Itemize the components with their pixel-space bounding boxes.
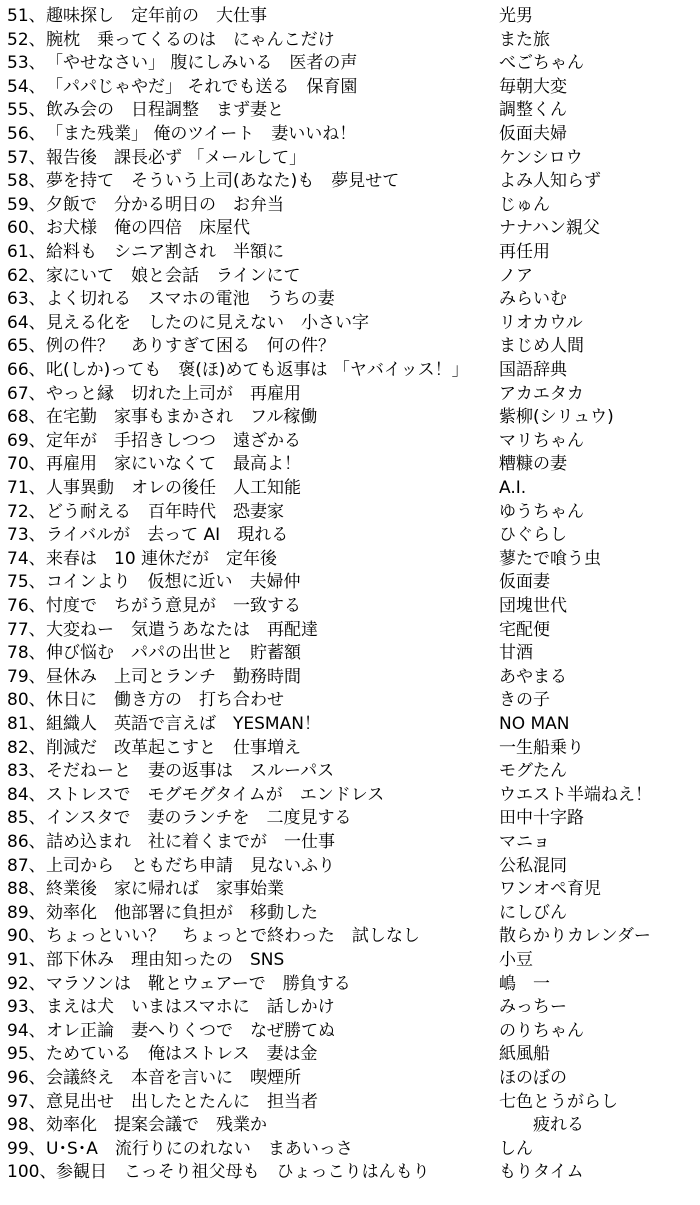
entry-poem: 上司から ともだち申請 見ないふり xyxy=(46,855,335,876)
entry-author: まじめ人間 xyxy=(499,336,584,357)
senryu-entry xyxy=(0,548,700,572)
entry-author: リオカウル xyxy=(499,312,583,333)
entry-poem: 「パパじゃやだ」 それでも送る 保育園 xyxy=(46,76,358,97)
senryu-entry xyxy=(0,642,700,666)
senryu-entry xyxy=(0,1138,700,1162)
entry-poem: 効率化 提案会議で 残業か xyxy=(46,1115,267,1136)
entry-poem: 大変ねー 気遣うあなたは 再配達 xyxy=(46,619,318,640)
senryu-entry xyxy=(0,925,700,949)
senryu-entry xyxy=(0,524,700,548)
entry-number: 83、 xyxy=(7,761,46,782)
senryu-entry xyxy=(0,1020,700,1044)
entry-number: 91、 xyxy=(7,950,46,970)
entry-number: 75、 xyxy=(7,572,46,593)
entry-author: 蓼たで喰う虫 xyxy=(499,548,601,569)
entry-author: 毎朝大変 xyxy=(499,76,567,97)
entry-poem: ライバルが 去って AI 現れる xyxy=(46,525,289,546)
entry-author: 紙風船 xyxy=(499,1044,550,1065)
entry-poem: U･S･A 流行りにのれない まあいっさ xyxy=(46,1138,353,1159)
entry-poem: 効率化 他部署に負担が 移動した xyxy=(46,902,318,923)
senryu-entry xyxy=(0,241,700,265)
senryu-entry xyxy=(0,29,700,53)
entry-author: 田中十字路 xyxy=(499,808,584,829)
entry-author: べごちゃん xyxy=(499,53,584,74)
entry-author: しん xyxy=(499,1138,533,1159)
senryu-entry xyxy=(0,1161,700,1185)
entry-poem: 「また残業」 俺のツイート 妻いいね！ xyxy=(46,124,357,144)
entry-number: 79、 xyxy=(7,666,46,687)
entry-number: 59、 xyxy=(7,194,46,215)
senryu-entry xyxy=(0,760,700,784)
senryu-entry xyxy=(0,996,700,1020)
entry-author: 光男 xyxy=(499,6,533,26)
entry-number: 86、 xyxy=(7,832,46,852)
senryu-entry xyxy=(0,406,700,430)
entry-poem: 組織人 英語で言えば YESMAN！ xyxy=(46,714,321,734)
entry-number: 89、 xyxy=(7,902,46,923)
senryu-entry xyxy=(0,123,700,147)
entry-number: 78、 xyxy=(7,643,46,664)
entry-number: 81、 xyxy=(7,714,46,734)
entry-author: きの子 xyxy=(499,690,550,711)
entry-number: 98、 xyxy=(7,1115,46,1136)
senryu-entry xyxy=(0,194,700,218)
entry-author: のりちゃん xyxy=(499,1020,584,1041)
senryu-entry xyxy=(0,689,700,713)
entry-poem: どう耐える 百年時代 恐妻家 xyxy=(46,501,284,522)
entry-poem: インスタで 妻のランチを 二度見する xyxy=(46,808,352,829)
entry-number: 82、 xyxy=(7,737,46,758)
entry-author: 疲れる xyxy=(499,1115,584,1136)
entry-number: 61、 xyxy=(7,242,46,262)
senryu-entry xyxy=(0,501,700,525)
entry-poem: 休日に 働き方の 打ち合わせ xyxy=(46,690,284,711)
entry-number: 92、 xyxy=(7,973,46,994)
senryu-entry xyxy=(0,973,700,997)
senryu-entry xyxy=(0,902,700,926)
entry-number: 64、 xyxy=(7,312,46,333)
entry-poem: 趣味探し 定年前の 大仕事 xyxy=(46,6,267,26)
senryu-entry xyxy=(0,595,700,619)
entry-author: A.I. xyxy=(499,478,527,498)
entry-poem: まえは犬 いまはスマホに 話しかけ xyxy=(46,997,335,1018)
entry-number: 63、 xyxy=(7,289,46,310)
entry-author: モグたん xyxy=(499,761,567,782)
entry-author: 嶋 一 xyxy=(499,973,550,994)
entry-poem: やっと縁 切れた上司が 再雇用 xyxy=(46,383,301,404)
entry-poem: お犬様 俺の四倍 床屋代 xyxy=(46,218,250,239)
entry-author: 宅配便 xyxy=(499,619,550,640)
entry-poem: 再雇用 家にいなくて 最高よ！ xyxy=(46,454,301,475)
entry-poem: よく切れる スマホの電池 うちの妻 xyxy=(46,289,335,310)
entry-author: マリちゃん xyxy=(499,430,584,451)
entry-number: 88、 xyxy=(7,879,46,900)
senryu-entry xyxy=(0,335,700,359)
senryu-entry xyxy=(0,666,700,690)
senryu-entry xyxy=(0,99,700,123)
entry-poem: 会議終え 本音を言いに 喫煙所 xyxy=(46,1068,301,1088)
entry-number: 66、 xyxy=(7,360,46,380)
entry-poem: ストレスで モグモグタイムが エンドレス xyxy=(46,784,385,805)
senryu-entry xyxy=(0,713,700,737)
senryu-entry xyxy=(0,383,700,407)
entry-author: NO MAN xyxy=(499,714,570,734)
entry-author: もりタイム xyxy=(499,1162,584,1183)
entry-poem: 定年が 手招きしつつ 遠ざかる xyxy=(46,430,301,451)
entry-number: 62、 xyxy=(7,265,46,286)
entry-author: ワンオペ育児 xyxy=(499,879,601,900)
entry-poem: 在宅勤 家事もまかされ フル稼働 xyxy=(46,407,318,428)
entry-author: 国語辞典 xyxy=(499,360,567,380)
entry-poem: そだねーと 妻の返事は スルーパス xyxy=(46,761,335,782)
entry-poem: 例の件？ ありすぎて困る 何の件？ xyxy=(46,336,335,357)
entry-poem: 家にいて 娘と会話 ラインにて xyxy=(46,265,301,286)
entry-number: 77、 xyxy=(7,619,46,640)
entry-poem: 夢を持て そういう上司(あなた)も 夢見せて xyxy=(46,171,400,192)
entry-poem: ためている 俺はストレス 妻は金 xyxy=(46,1044,318,1065)
entry-number: 87、 xyxy=(7,855,46,876)
entry-author: ケンシロウ xyxy=(499,147,583,168)
entry-number: 99、 xyxy=(7,1138,46,1159)
entry-author: ゆうちゃん xyxy=(499,501,584,522)
entry-number: 70、 xyxy=(7,454,46,475)
entry-number: 80、 xyxy=(7,690,46,711)
entry-number: 93、 xyxy=(7,997,46,1018)
entry-number: 52、 xyxy=(7,29,46,50)
entry-poem: 昼休み 上司とランチ 勤務時間 xyxy=(46,666,301,687)
entry-poem: 忖度で ちがう意見が 一致する xyxy=(46,596,301,616)
entry-author: みらいむ xyxy=(499,289,567,310)
entry-number: 71、 xyxy=(7,478,46,498)
entry-number: 54、 xyxy=(7,76,46,97)
entry-poem: 伸び悩む パパの出世と 貯蓄額 xyxy=(46,643,301,664)
entry-number: 51、 xyxy=(7,6,46,26)
entry-number: 95、 xyxy=(7,1044,46,1065)
senryu-entry xyxy=(0,288,700,312)
entry-number: 100、 xyxy=(7,1162,57,1183)
entry-author: アカエタカ xyxy=(499,383,584,404)
entry-author: ほのぼの xyxy=(499,1068,567,1088)
senryu-entry xyxy=(0,1114,700,1138)
senryu-entry xyxy=(0,737,700,761)
entry-author: 再任用 xyxy=(499,242,550,262)
entry-poem: 見える化を したのに見えない 小さい字 xyxy=(46,312,369,333)
entry-author: ウエスト半端ねえ！ xyxy=(499,784,652,805)
entry-number: 90、 xyxy=(7,926,46,947)
entry-poem: 「やせなさい」 腹にしみいる 医者の声 xyxy=(46,53,358,74)
entry-number: 74、 xyxy=(7,548,46,569)
senryu-entry xyxy=(0,878,700,902)
entry-poem: ちょっといい？ ちょっとで終わった 試しなし xyxy=(46,926,420,947)
entry-poem: 飲み会の 日程調整 まず妻と xyxy=(46,100,284,121)
entry-poem: 来春は 10 連休だが 定年後 xyxy=(46,548,278,569)
entry-number: 55、 xyxy=(7,100,46,121)
senryu-entry xyxy=(0,147,700,171)
senryu-entry xyxy=(0,831,700,855)
entry-number: 60、 xyxy=(7,218,46,239)
entry-author: 紫柳(シリュウ) xyxy=(499,407,614,428)
entry-poem: 叱(しか)っても 褒(ほ)めても返事は 「ヤバイッス！」 xyxy=(46,360,469,380)
entry-number: 68、 xyxy=(7,407,46,428)
senryu-entry xyxy=(0,1091,700,1115)
entry-author: じゅん xyxy=(499,194,550,215)
entry-author: 一生船乗り xyxy=(499,737,584,758)
senryu-entry xyxy=(0,571,700,595)
entry-number: 96、 xyxy=(7,1068,46,1088)
entry-author: あやまる xyxy=(499,666,567,687)
entry-author: 糟糠の妻 xyxy=(499,454,567,475)
entry-number: 85、 xyxy=(7,808,46,829)
entry-poem: 詰め込まれ 社に着くまでが 一仕事 xyxy=(46,832,335,852)
entry-poem: 部下休み 理由知ったの SNS xyxy=(46,950,285,970)
entry-author: 小豆 xyxy=(499,950,533,970)
entry-number: 73、 xyxy=(7,525,46,546)
senryu-entry xyxy=(0,784,700,808)
entry-number: 94、 xyxy=(7,1020,46,1041)
senryu-entry xyxy=(0,170,700,194)
entry-poem: 夕飯で 分かる明日の お弁当 xyxy=(46,194,284,215)
senryu-entry xyxy=(0,5,700,29)
entry-author: 仮面夫婦 xyxy=(499,124,567,144)
entry-number: 69、 xyxy=(7,430,46,451)
entry-number: 65、 xyxy=(7,336,46,357)
entry-poem: 人事異動 オレの後任 人工知能 xyxy=(46,478,301,498)
entry-author: 公私混同 xyxy=(499,855,567,876)
entry-number: 72、 xyxy=(7,501,46,522)
entry-poem: 参観日 こっそり祖父母も ひょっこりはんもり xyxy=(56,1162,430,1183)
entry-author: 仮面妻 xyxy=(499,572,550,593)
senryu-entry xyxy=(0,52,700,76)
entry-author: また旅 xyxy=(499,29,550,50)
entry-author: よみ人知らず xyxy=(499,171,601,192)
senryu-entry xyxy=(0,217,700,241)
senryu-entry xyxy=(0,855,700,879)
entry-poem: 終業後 家に帰れば 家事始業 xyxy=(46,879,284,900)
entry-author: 甘酒 xyxy=(499,643,533,664)
entry-poem: コインより 仮想に近い 夫婦仲 xyxy=(46,572,301,593)
entry-poem: オレ正論 妻へりくつで なぜ勝てぬ xyxy=(46,1020,335,1041)
entry-author: みっちー xyxy=(499,997,567,1018)
senryu-entry xyxy=(0,312,700,336)
entry-number: 76、 xyxy=(7,596,46,616)
entry-poem: 意見出せ 出したとたんに 担当者 xyxy=(46,1091,318,1112)
senryu-entry xyxy=(0,453,700,477)
senryu-entry xyxy=(0,1067,700,1091)
entry-author: 七色とうがらし xyxy=(499,1091,618,1112)
entry-number: 67、 xyxy=(7,383,46,404)
senryu-entry xyxy=(0,949,700,973)
entry-author: ノア xyxy=(499,265,533,286)
entry-poem: 報告後 課長必ず 「メールして」 xyxy=(46,147,307,168)
senryu-entry xyxy=(0,477,700,501)
entry-author: 団塊世代 xyxy=(499,596,567,616)
entry-poem: 給料も シニア割され 半額に xyxy=(46,242,284,262)
senryu-entry xyxy=(0,359,700,383)
entry-author: 散らかりカレンダー xyxy=(499,926,651,947)
entry-number: 57、 xyxy=(7,147,46,168)
entry-poem: マラソンは 靴とウェアーで 勝負する xyxy=(46,973,351,994)
entry-number: 56、 xyxy=(7,124,46,144)
senryu-entry xyxy=(0,430,700,454)
senryu-entry xyxy=(0,76,700,100)
entry-author: マニョ xyxy=(499,832,550,852)
senryu-entry xyxy=(0,265,700,289)
entry-number: 97、 xyxy=(7,1091,46,1112)
senryu-entry xyxy=(0,619,700,643)
entry-number: 58、 xyxy=(7,171,46,192)
senryu-entry xyxy=(0,807,700,831)
entry-poem: 腕枕 乗ってくるのは にゃんこだけ xyxy=(46,29,335,50)
entry-poem: 削減だ 改革起こすと 仕事増え xyxy=(46,737,301,758)
entry-author: にしびん xyxy=(499,902,567,923)
entry-number: 53、 xyxy=(7,53,46,74)
senryu-entry xyxy=(0,1043,700,1067)
entry-author: 調整くん xyxy=(499,100,567,121)
entry-author: ひぐらし xyxy=(499,525,567,546)
entry-author: ナナハン親父 xyxy=(499,218,600,239)
entry-number: 84、 xyxy=(7,784,46,805)
